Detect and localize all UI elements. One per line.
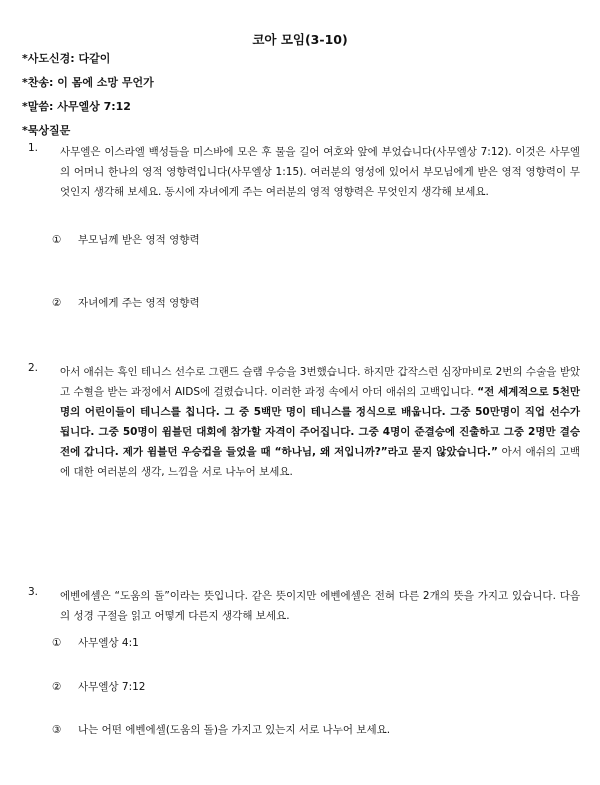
sub-item-text: 나는 어떤 에벤에셀(도움의 돌)을 가지고 있는지 서로 나누어 보세요. <box>78 724 391 736</box>
sub-item-text: 사무엘상 7:12 <box>78 681 146 693</box>
question-1-sub-2 <box>52 295 200 310</box>
circle-number-2: ② <box>52 681 62 693</box>
circle-number-2: ② <box>52 297 62 309</box>
question-3-number: 3. <box>28 586 39 598</box>
question-2-outro: 아서 애쉬의 고백에 대한 여러분의 생각, 느낌을 서로 나누어 보세요. <box>60 446 580 478</box>
question-2-intro: 아서 애쉬는 흑인 테니스 선수로 그랜드 슬램 우승을 3번했습니다. 하지만 갑작스런 심장마비로 2번의 수술을 받았고 수혈을 받는 과정에서 AIDS에 걸렸습니다. 이러한 과정 속에서 아더 애쉬의 고백입니다. <box>60 366 580 398</box>
question-1-number: 1. <box>28 142 39 154</box>
sub-item-text: 사무엘상 4:1 <box>78 637 139 649</box>
sub-item-text: 부모님께 받은 영적 영향력 <box>78 234 200 246</box>
circle-number-1: ① <box>52 234 62 246</box>
circle-number-1: ① <box>52 637 62 649</box>
question-3-sub-1 <box>52 635 139 650</box>
scripture-line: *말씀: 사무엘상 7:12 <box>22 100 131 113</box>
question-1-text: 사무엘은 이스라엘 백성들을 미스바에 모은 후 물을 길어 여호와 앞에 부었습니다(사무엘상 7:12). 이것은 사무엘의 어머니 한나의 영적 영향력입니다(사무엘상 1:15). 여러분의 영성에 있어서 부모님에게 받은 영적 영향력이 무엇인지 생각해 보세요. 동시에 자녀에게 주는 여러분의 영적 영향력은 무엇인지 생각해 보세요. <box>60 146 580 198</box>
question-3-sub-2 <box>52 679 146 694</box>
question-1-sub-1 <box>52 232 200 247</box>
question-2-quote: “전 세계적으로 5천만 명의 어린이들이 테니스를 칩니다. 그 중 5백만 명이 테니스를 정식으로 배웁니다. 그중 50만명이 직업 선수가 됩니다. 그중 50명이 윔블던 대회에 참가할 자격이 주어집니다. 그중 4명이 준결승에 진출하고 그중 2명만 결승전에 갑니다. 제가 윔블던 우승컵을 들었을 때 “하나님, 왜 저입니까?”라고 묻지 않았습니다.” <box>60 386 580 458</box>
circle-number-3: ③ <box>52 724 62 736</box>
meditation-heading: *묵상질문 <box>22 124 71 137</box>
sub-item-text: 자녀에게 주는 영적 영향력 <box>78 297 200 309</box>
apostles-creed-line: *사도신경: 다같이 <box>22 52 111 65</box>
question-2-number: 2. <box>28 362 39 374</box>
question-2-text <box>60 362 580 482</box>
hymn-line: *찬송: 이 몸에 소망 무언가 <box>22 76 154 89</box>
page-title: 코아 모임(3-10) <box>252 32 348 47</box>
question-3-text: 에벤에셀은 “도움의 돌”이라는 뜻입니다. 같은 뜻이지만 에벤에셀은 전혀 다른 2개의 뜻을 가지고 있습니다. 다음의 성경 구절을 읽고 어떻게 다른지 생각해 보세요. <box>60 590 580 622</box>
question-3-sub-3 <box>52 722 390 737</box>
